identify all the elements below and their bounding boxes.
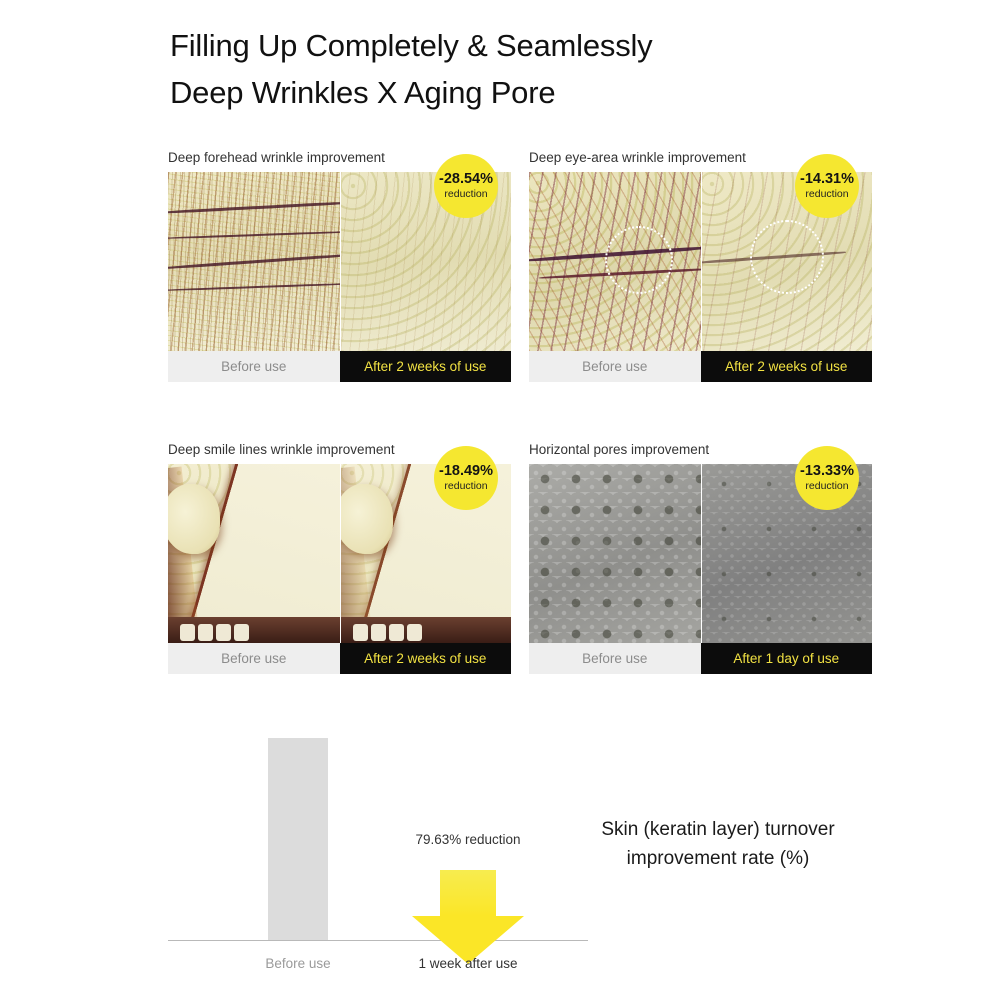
panel-forehead-caption: Deep forehead wrinkle improvement bbox=[168, 150, 385, 165]
eye-before-label: Before use bbox=[529, 351, 701, 382]
chart-after-label: 1 week after use bbox=[418, 956, 518, 971]
panel-smile-images bbox=[168, 464, 511, 643]
pores-reduction-value: -13.33% bbox=[799, 463, 854, 480]
page-title-line-1: Filling Up Completely & Seamlessly bbox=[170, 28, 653, 63]
panel-pores bbox=[529, 442, 872, 674]
smile-reduction-badge bbox=[434, 446, 498, 510]
eye-after-marker-circle bbox=[750, 220, 824, 294]
forehead-reduction-value: -28.54% bbox=[438, 171, 493, 188]
forehead-reduction-badge bbox=[434, 154, 498, 218]
turnover-chart bbox=[168, 728, 868, 990]
eye-after-label: After 2 weeks of use bbox=[701, 351, 873, 382]
chart-reduction-label: 79.63% reduction bbox=[415, 832, 521, 847]
panel-smile-labels bbox=[168, 643, 511, 674]
smile-before-label: Before use bbox=[168, 643, 340, 674]
chart-bar-before bbox=[268, 738, 328, 940]
panel-pores-images bbox=[529, 464, 872, 643]
smile-after-label: After 2 weeks of use bbox=[340, 643, 512, 674]
panel-smile bbox=[168, 442, 511, 674]
chart-title-line-1: Skin (keratin layer) turnover bbox=[601, 819, 835, 840]
panel-eye-caption: Deep eye-area wrinkle improvement bbox=[529, 150, 746, 165]
pores-before-image bbox=[529, 464, 701, 643]
panel-eye bbox=[529, 150, 872, 382]
smile-reduction-sub: reduction bbox=[444, 480, 488, 493]
chart-title-line-2: improvement rate (%) bbox=[626, 847, 810, 869]
pores-reduction-badge bbox=[795, 446, 859, 510]
chart-title bbox=[568, 816, 868, 873]
panel-eye-images bbox=[529, 172, 872, 351]
panel-forehead-images bbox=[168, 172, 511, 351]
forehead-before-image bbox=[168, 172, 340, 351]
page-title-line-2: Deep Wrinkles X Aging Pore bbox=[170, 75, 556, 111]
eye-before-marker-circle bbox=[605, 226, 673, 294]
pores-reduction-sub: reduction bbox=[805, 480, 849, 493]
panel-pores-caption: Horizontal pores improvement bbox=[529, 442, 710, 457]
forehead-before-label: Before use bbox=[168, 351, 340, 382]
panel-forehead-labels bbox=[168, 351, 511, 382]
smile-reduction-value: -18.49% bbox=[438, 463, 493, 480]
pores-before-label: Before use bbox=[529, 643, 701, 674]
forehead-after-label: After 2 weeks of use bbox=[340, 351, 512, 382]
panel-smile-caption: Deep smile lines wrinkle improvement bbox=[168, 442, 395, 457]
chart-before-label: Before use bbox=[265, 956, 331, 971]
panel-pores-labels bbox=[529, 643, 872, 674]
eye-reduction-value: -14.31% bbox=[799, 171, 854, 188]
panel-forehead bbox=[168, 150, 511, 382]
panel-eye-labels bbox=[529, 351, 872, 382]
smile-before-image bbox=[168, 464, 340, 643]
eye-before-image bbox=[529, 172, 701, 351]
eye-reduction-sub: reduction bbox=[805, 188, 849, 201]
down-arrow-icon bbox=[408, 870, 528, 960]
eye-reduction-badge bbox=[795, 154, 859, 218]
pores-after-label: After 1 day of use bbox=[701, 643, 873, 674]
forehead-reduction-sub: reduction bbox=[444, 188, 488, 201]
page-title bbox=[170, 22, 652, 116]
